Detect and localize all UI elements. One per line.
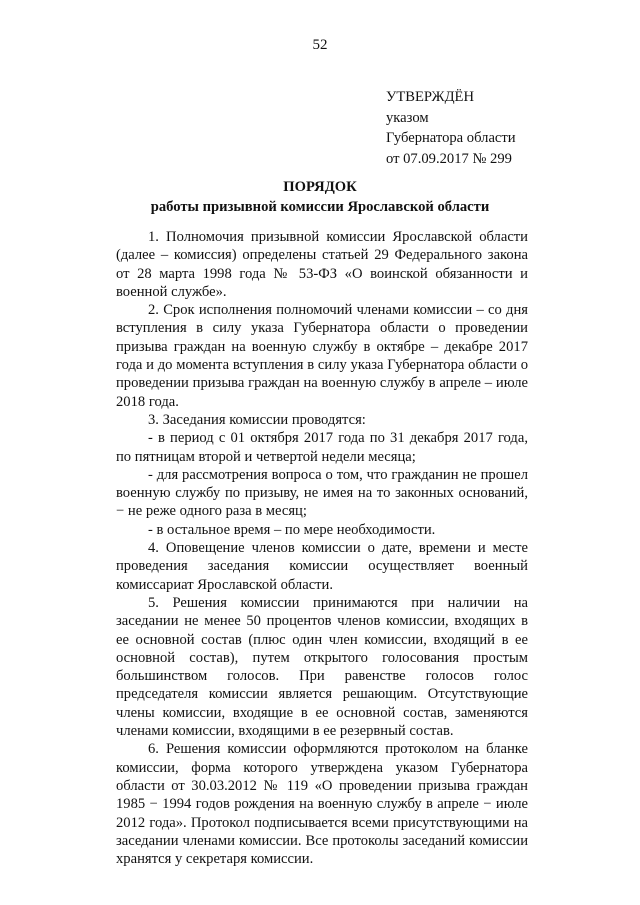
document-title (0, 177, 640, 217)
title-subtitle: работы призывной комиссии Ярославской области (150, 199, 490, 215)
paragraph-1: 1. Полномочия призывной комиссии Ярославской области (далее – комиссия) определены статьей 29 Федерального закона от 28 марта 1998 года № 53-ФЗ «О воинской обязанности и военной службе». (116, 229, 528, 300)
approval-status: УТВЕРЖДЁН (386, 89, 474, 105)
paragraph-4: 4. Оповещение членов комиссии о дате, времени и месте проведения заседания комиссии осуществляет военный комиссариат Ярославской области. (116, 540, 528, 593)
approval-date-number: от 07.09.2017 № 299 (386, 150, 512, 167)
paragraph-6: 6. Решения комиссии оформляются протоколом на бланке комиссии, форма которого утверждена указом Губернатора области от 30.03.2012 № 119 «О проведении призыва граждан 1985 − 1994 годов рождения на военную службу в апреле − июле 2012 года». Протокол подписывается всеми присутствующими на заседании членами комиссии. Все протоколы заседаний комиссии хранятся у секретаря комиссии. (116, 741, 528, 868)
approval-stamp (386, 87, 516, 169)
paragraph-3-item-1: - в период с 01 октября 2017 года по 31 декабря 2017 года, по пятницам второй и четвертой недели месяца; (116, 430, 528, 465)
paragraph-2: 2. Срок исполнения полномочий членами комиссии – со дня вступления в силу указа Губернатора области о проведении призыва граждан на военную службу в октябре – декабре 2017 года и до момента вступления в силу указа Губернатора области о проведении призыва граждан на военную службу в апреле – июле 2018 года. (116, 302, 528, 410)
title-main: ПОРЯДОК (283, 179, 357, 195)
paragraph-3: 3. Заседания комиссии проводятся: (148, 411, 366, 428)
paragraph-5: 5. Решения комиссии принимаются при наличии на заседании не менее 50 процентов членов комиссии, входящих в ее основной состав (плюс один член комиссии, входящий в ее основной состав), путем открытого голосования простым большинством голосов. При равенстве голосов голос председателя комиссии является решающим. Отсутствующие члены комиссии, входящие в ее основной состав, заменяются членами комиссии, входящими в ее резервный состав. (116, 594, 528, 740)
document-body (116, 228, 528, 868)
approval-authority: Губернатора области (386, 130, 516, 146)
approval-document-type: указом (386, 109, 429, 126)
paragraph-3-item-3: - в остальное время – по мере необходимости. (148, 521, 436, 538)
paragraph-3-item-2: - для рассмотрения вопроса о том, что гражданин не прошел военную службу по призыву, не имея на то законных оснований, − не реже одного раза в месяц; (116, 466, 528, 520)
page-number: 52 (312, 37, 328, 53)
